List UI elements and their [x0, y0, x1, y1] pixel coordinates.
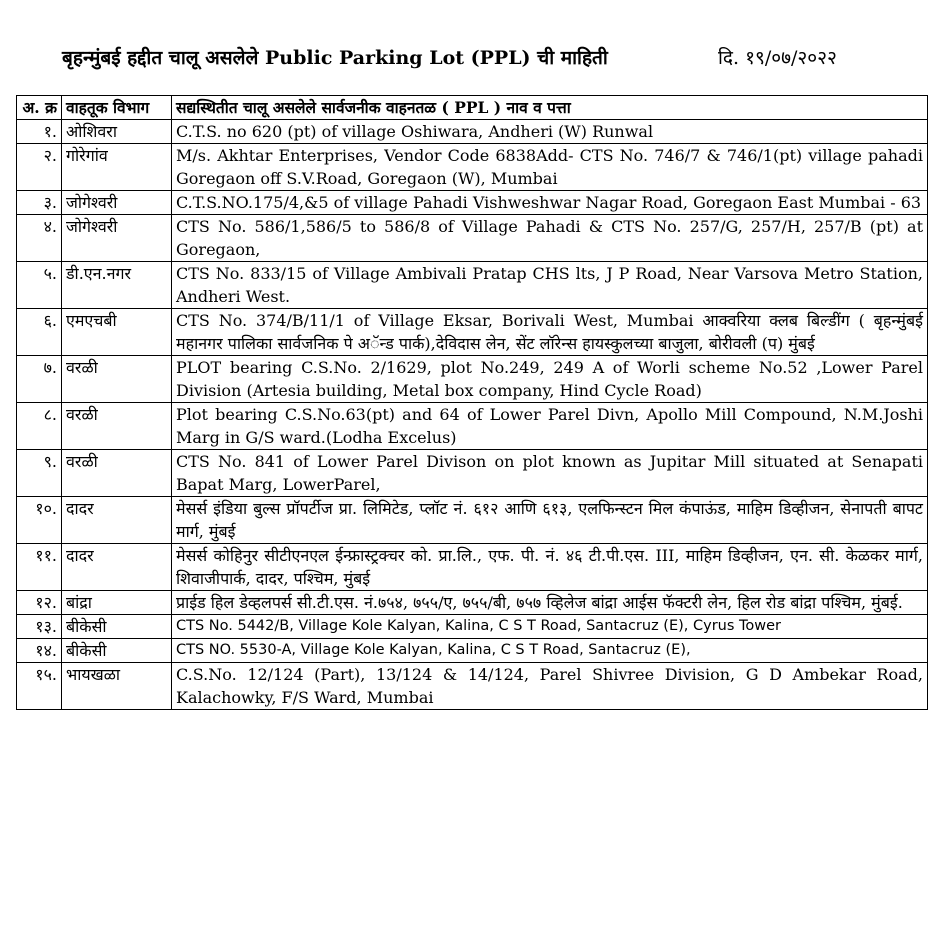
document-date: दि. १९/०७/२०२२ — [718, 47, 837, 69]
row-address: मेसर्स इंडिया बुल्स प्रॉपर्टीज प्रा. लिमिटेड, प्लॉट नं. ६१२ आणि ६१३, एलफिन्स्टन मिल कंपाऊंड, माहिम डिव्हीजन, सेनापती बापट मार्ग, मुंबई — [172, 497, 928, 544]
row-number: १५. — [17, 663, 62, 710]
row-division: बांद्रा — [62, 591, 172, 615]
table-row — [17, 120, 928, 144]
column-header-division: वाहतूक विभाग — [62, 96, 172, 120]
row-division: बीकेसी — [62, 615, 172, 639]
row-division: वरळी — [62, 356, 172, 403]
row-number: ८. — [17, 403, 62, 450]
row-number: १. — [17, 120, 62, 144]
row-number: ६. — [17, 309, 62, 356]
row-division: दादर — [62, 497, 172, 544]
table-row — [17, 215, 928, 262]
row-address: C.T.S.NO.175/4,&5 of village Pahadi Vishweshwar Nagar Road, Goregaon East Mumbai - 63 — [172, 191, 928, 215]
table-row — [17, 403, 928, 450]
row-number: ५. — [17, 262, 62, 309]
row-address: PLOT bearing C.S.No. 2/1629, plot No.249, 249 A of Worli scheme No.52 ,Lower Parel Division (Artesia building, Metal box company, Hind Cycle Road) — [172, 356, 928, 403]
row-address: CTS No. 5442/B, Village Kole Kalyan, Kalina, C S T Road, Santacruz (E), Cyrus Tower — [172, 615, 928, 639]
table-row — [17, 639, 928, 663]
row-number: ७. — [17, 356, 62, 403]
row-address: CTS No. 586/1,586/5 to 586/8 of Village Pahadi & CTS No. 257/G, 257/H, 257/B (pt) at Goregaon, — [172, 215, 928, 262]
row-division: डी.एन.नगर — [62, 262, 172, 309]
row-address: M/s. Akhtar Enterprises, Vendor Code 6838Add- CTS No. 746/7 & 746/1(pt) village pahadi Goregaon off S.V.Road, Goregaon (W), Mumbai — [172, 144, 928, 191]
row-address: प्राईड हिल डेव्हलपर्स सी.टी.एस. नं.७५४, ७५५/ए, ७५५/बी, ७५७ व्हिलेज बांद्रा आईस फॅक्टरी लेन, हिल रोड बांद्रा पश्चिम, मुंबई. — [172, 591, 928, 615]
row-division: ओशिवरा — [62, 120, 172, 144]
table-row — [17, 262, 928, 309]
row-address: मेसर्स कोहिनुर सीटीएनएल ईन्फ्रास्ट्रक्चर को. प्रा.लि., एफ. पी. नं. ४६ टी.पी.एस. III, माहिम डिव्हीजन, एन. सी. केळकर मार्ग, शिवाजीपार्क, दादर, पश्चिम, मुंबई — [172, 544, 928, 591]
row-address: CTS No. 841 of Lower Parel Divison on plot known as Jupitar Mill situated at Senapati Bapat Marg, LowerParel, — [172, 450, 928, 497]
row-division: गोरेगांव — [62, 144, 172, 191]
row-division: एमएचबी — [62, 309, 172, 356]
table-row — [17, 144, 928, 191]
table-row — [17, 309, 928, 356]
table-header-row — [17, 96, 928, 120]
table-row — [17, 497, 928, 544]
row-address: CTS No. 833/15 of Village Ambivali Pratap CHS lts, J P Road, Near Varsova Metro Station, Andheri West. — [172, 262, 928, 309]
document-header — [62, 44, 892, 78]
row-number: ९. — [17, 450, 62, 497]
row-division: जोगेश्वरी — [62, 191, 172, 215]
row-division: भायखळा — [62, 663, 172, 710]
row-division: जोगेश्वरी — [62, 215, 172, 262]
row-number: २. — [17, 144, 62, 191]
row-number: १०. — [17, 497, 62, 544]
row-number: १२. — [17, 591, 62, 615]
row-number: १४. — [17, 639, 62, 663]
ppl-table — [16, 95, 928, 710]
row-division: वरळी — [62, 403, 172, 450]
row-address: Plot bearing C.S.No.63(pt) and 64 of Lower Parel Divn, Apollo Mill Compound, N.M.Joshi Marg in G/S ward.(Lodha Excelus) — [172, 403, 928, 450]
row-number: ११. — [17, 544, 62, 591]
table-row — [17, 615, 928, 639]
column-header-address: सद्यस्थितीत चालू असलेले सार्वजनीक वाहनतळ ( PPL ) नाव व पत्ता — [172, 96, 928, 120]
row-address: C.S.No. 12/124 (Part), 13/124 & 14/124, Parel Shivree Division, G D Ambekar Road, Kalachowky, F/S Ward, Mumbai — [172, 663, 928, 710]
table-body — [17, 120, 928, 710]
table-row — [17, 450, 928, 497]
table-row — [17, 591, 928, 615]
row-address: C.T.S. no 620 (pt) of village Oshiwara, Andheri (W) Runwal — [172, 120, 928, 144]
document-title: बृहन्मुंबई हद्दीत चालू असलेले Public Parking Lot (PPL) ची माहिती — [62, 47, 608, 69]
row-division: बीकेसी — [62, 639, 172, 663]
table-row — [17, 663, 928, 710]
table-row — [17, 356, 928, 403]
table-row — [17, 544, 928, 591]
row-address: CTS No. 374/B/11/1 of Village Eksar, Borivali West, Mumbai आक्वरिया क्लब बिल्डींग ( बृहन्मुंबई महानगर पालिका सार्वजनिक पे अॅन्ड पार्क),देविदास लेन, सेंट लॉरेन्स हायस्कुलच्या बाजुला, बोरीवली (प) मुंबई — [172, 309, 928, 356]
row-address: CTS NO. 5530-A, Village Kole Kalyan, Kalina, C S T Road, Santacruz (E), — [172, 639, 928, 663]
row-number: ४. — [17, 215, 62, 262]
row-number: १३. — [17, 615, 62, 639]
column-header-no: अ. क्र — [17, 96, 62, 120]
row-division: दादर — [62, 544, 172, 591]
table-row — [17, 191, 928, 215]
row-division: वरळी — [62, 450, 172, 497]
row-number: ३. — [17, 191, 62, 215]
